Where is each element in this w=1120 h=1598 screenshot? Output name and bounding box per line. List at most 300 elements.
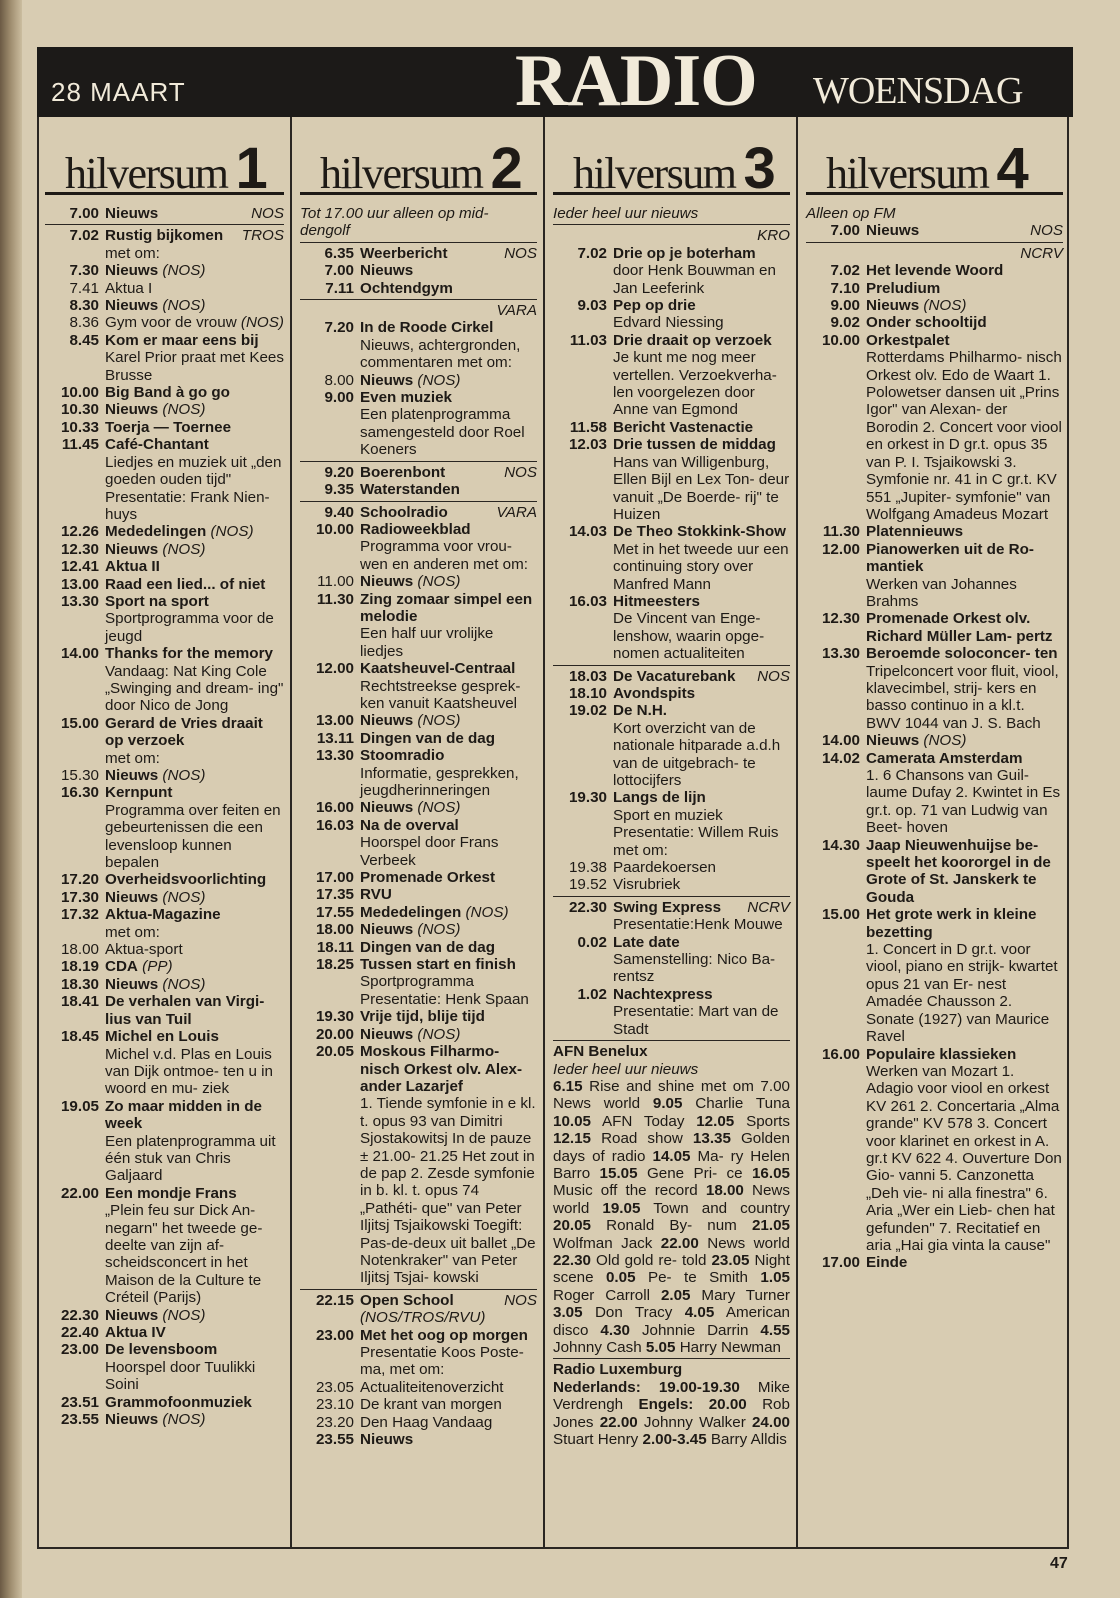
program-entry [45, 993, 284, 1028]
afn-time: 12.15 [553, 1130, 592, 1148]
program-title: Pep op drie [613, 297, 696, 315]
program-content [105, 993, 284, 1028]
program-entry [806, 732, 1063, 749]
program-title: Gerard de Vries draait op verzoek [105, 714, 263, 750]
program-entry [300, 1026, 537, 1043]
program-title: Aktua-sport [105, 941, 183, 959]
program-description: met om: [105, 244, 160, 262]
program-broadcaster: (NOS) [417, 1025, 461, 1043]
program-broadcaster: (NOS) [923, 297, 967, 315]
program-title: Nieuws [360, 799, 414, 817]
program-broadcaster: (NOS) [162, 1411, 206, 1429]
program-broadcaster: (NOS) [465, 903, 509, 921]
program-title: Langs de lijn [613, 789, 706, 807]
broadcaster-tag: NOS [504, 463, 537, 481]
broadcaster-tag: NOS [251, 205, 284, 222]
program-time: 7.11 [325, 279, 354, 297]
program-content [105, 1411, 284, 1428]
program-entry [300, 730, 537, 747]
program-time: 17.35 [315, 886, 354, 904]
program-title: Einde [866, 1254, 908, 1272]
program-content [360, 817, 537, 869]
program-time: 9.03 [577, 297, 607, 315]
afn-time: 10.05 [553, 1112, 592, 1130]
section-heading: AFN Benelux [553, 1043, 648, 1061]
program-time: 16.00 [315, 799, 354, 817]
program-title: De verhalen van Virgi- lius van Tuil [105, 993, 265, 1028]
program-title: Pianowerken uit de Ro- mantiek [866, 540, 1034, 576]
program-entry [300, 280, 537, 297]
header-day: WOENSDAG [813, 70, 1023, 112]
afn-show: Don Tracy [594, 1304, 673, 1322]
divider [553, 896, 790, 897]
program-broadcaster: (NOS) [162, 401, 206, 419]
program-time: 23.05 [315, 1378, 354, 1396]
lux-v2: 20.00 [708, 1396, 747, 1414]
program-title: Big Band à go go [105, 384, 230, 402]
program-content [105, 297, 284, 314]
program-time: 23.55 [315, 1431, 354, 1449]
program-title: Thanks for the memory [105, 645, 273, 663]
afn-time: 4.30 [600, 1321, 630, 1339]
program-entry [300, 504, 537, 521]
program-description: Sportprogramma voor de jeugd [105, 610, 274, 645]
program-title: Nieuws [105, 297, 159, 315]
program-title: Kernpunt [105, 784, 173, 802]
program-list [553, 205, 790, 1448]
broadcaster-tag: NOS [1030, 222, 1063, 240]
afn-show: News world [707, 1234, 790, 1252]
program-content [105, 1028, 284, 1098]
program-description: Nieuws, achtergronden, commentaren met om: [360, 336, 521, 372]
program-content [360, 921, 537, 938]
program-entry [300, 1327, 537, 1379]
program-entry [45, 384, 284, 401]
section-note: Alleen op FM [806, 205, 896, 222]
program-content [105, 1185, 284, 1307]
lux-t5: Barry Alldis [710, 1431, 787, 1449]
program-description: Werken van Mozart 1. Adagio voor viool en orkest KV 261 2. Concertaria „Alma grande" KV 578 3. Concert voor klarinet en orkest in A. gr.t KV 622 4. Ouverture Don Gio- vanni 5. Canzonetta „Deh vie- ni alla finestra" 6. Aria „Wer ein Lieb- chen hat gefunden" 7. Recitatief en aria „Hai gia vinta la cause" [866, 1062, 1062, 1254]
program-description: Tripelconcert voor fluit, viool, klavecimbel, strij- kers en basso continuo in a kl.t. BWV 1044 van J. S. Bach [866, 662, 1059, 732]
program-title: Schoolradio [360, 503, 448, 521]
program-content [613, 523, 790, 593]
program-description: 1. Tiende symfonie in e kl. t. opus 93 van Dimitri Sjostakowitsj In de pauze ± 21.00- 21.25 Het zout in de pap 2. Zesde symfonie in b. kl. t. opus 74 „Pathéti- que" van Peter Iljitsj Tsjaikowski Toegift: Pas-de-deux uit ballet „De Notenkraker" van Peter Iljitsj Tsjai- kowski [360, 1095, 536, 1287]
program-time: 7.00 [69, 205, 99, 222]
program-entry [45, 1185, 284, 1307]
program-time: 9.00 [830, 297, 860, 315]
program-time: 18.25 [315, 956, 354, 974]
program-time: 11.58 [569, 418, 607, 436]
program-content [613, 702, 790, 789]
program-content [613, 297, 790, 332]
program-entry [45, 436, 284, 523]
program-content [613, 332, 790, 419]
program-time: 13.30 [60, 592, 99, 610]
broadcaster-label: KRO [757, 227, 790, 245]
program-entry [300, 747, 537, 799]
station-name: hilversum [320, 149, 483, 195]
program-entry [806, 314, 1063, 331]
program-entry [300, 1414, 537, 1431]
program-time: 11.00 [317, 573, 354, 591]
program-time: 11.30 [316, 590, 354, 608]
program-entry [45, 280, 284, 297]
program-entry [806, 906, 1063, 1045]
program-entry [806, 750, 1063, 837]
broadcaster-tag: NCRV [747, 898, 790, 916]
program-entry [300, 939, 537, 956]
lux-t3: Johnny Walker [643, 1413, 746, 1431]
program-time: 7.02 [69, 227, 99, 245]
program-time: 8.30 [69, 297, 99, 315]
program-content [866, 1254, 1063, 1271]
afn-show: Charlie Tuna [695, 1095, 790, 1113]
program-entry [553, 593, 790, 663]
program-time: 22.30 [60, 1306, 99, 1324]
section-note: Ieder heel uur nieuws [553, 1060, 699, 1078]
program-content [613, 899, 790, 934]
program-content [360, 1431, 537, 1448]
program-content [105, 314, 284, 331]
program-time: 12.30 [821, 610, 860, 628]
afn-show: Johnnie Darrin [641, 1321, 749, 1339]
program-time: 11.30 [822, 523, 860, 541]
program-title: Open School [360, 1291, 454, 1309]
program-entry [806, 1046, 1063, 1255]
program-content [105, 767, 284, 784]
program-content [105, 941, 284, 958]
program-time: 7.02 [577, 244, 607, 262]
program-entry [45, 297, 284, 314]
program-title: Orkestpalet [866, 331, 950, 349]
broadcaster-label: NCRV [1020, 244, 1063, 262]
program-entry [806, 1254, 1063, 1271]
program-time: 14.02 [821, 749, 860, 767]
program-time: 17.55 [315, 903, 354, 921]
afn-time: 23.05 [711, 1251, 750, 1269]
program-time: 22.30 [568, 898, 607, 916]
program-entry [553, 876, 790, 893]
program-title: Rustig bijkomen [105, 227, 224, 245]
afn-show: Ronald By- num [606, 1217, 737, 1235]
program-entry [45, 558, 284, 575]
program-time: 7.30 [69, 262, 99, 280]
afn-time: 21.05 [751, 1217, 790, 1235]
afn-show: American disco [553, 1304, 790, 1339]
program-entry [300, 591, 537, 661]
program-description: door Henk Bouwman en Jan Leeferink [613, 262, 776, 297]
program-title: Populaire klassieken [866, 1045, 1017, 1063]
program-content [613, 859, 790, 876]
lux-l1: Nederlands: [553, 1378, 641, 1396]
program-title: Drie tussen de middag [613, 436, 776, 454]
program-description: Informatie, gesprekken, jeugdherinneringen [360, 764, 519, 799]
program-entry [300, 1379, 537, 1396]
afn-show: Road show [601, 1130, 683, 1148]
afn-show: Harry Newman [679, 1339, 781, 1356]
program-title: Ochtendgym [360, 279, 453, 297]
program-time: 15.30 [60, 767, 99, 784]
program-title: Waterstanden [360, 481, 460, 499]
program-title: Sport na sport [105, 592, 209, 610]
program-entry [45, 645, 284, 715]
program-entry [300, 1431, 537, 1448]
program-content [866, 297, 1063, 314]
program-time: 23.00 [315, 1326, 354, 1344]
page-fold-shadow [0, 0, 22, 1598]
program-broadcaster: (NOS) [162, 262, 206, 280]
program-description: „Plein feu sur Dick An- negarn" het tweede ge- deelte van zijn af- scheidsconcert in het Maison de la Culture te Créteil (Parijs) [105, 1202, 263, 1307]
program-title: Visrubriek [613, 876, 681, 894]
lux-l2: Engels: [638, 1396, 694, 1414]
program-time: 22.40 [60, 1324, 99, 1341]
program-entry [45, 419, 284, 436]
program-content [360, 245, 537, 262]
program-content [105, 593, 284, 645]
program-title: Aktua IV [105, 1324, 166, 1341]
program-title: Drie op je boterham [613, 244, 756, 262]
program-title: Nieuws [360, 1431, 414, 1449]
program-entry [300, 1292, 537, 1327]
program-content [105, 262, 284, 279]
program-title: De N.H. [613, 702, 668, 720]
program-title: Nieuws [360, 712, 414, 730]
program-entry [300, 1043, 537, 1287]
program-content [360, 280, 537, 297]
program-content [613, 986, 790, 1038]
program-content [360, 504, 537, 521]
program-content [105, 1307, 284, 1324]
program-entry [300, 799, 537, 816]
program-title: Preludium [866, 279, 941, 297]
program-title: Paardekoersen [613, 859, 717, 877]
program-broadcaster: (NOS) [162, 888, 206, 906]
header-title: RADIO [515, 40, 757, 122]
program-description: Hoorspel door Frans Verbeek [360, 834, 499, 869]
program-title: Nieuws [105, 205, 159, 222]
program-title: Nieuws [105, 401, 159, 419]
column-title [806, 117, 1063, 195]
column-hilversum-4 [796, 117, 1069, 1549]
station-number: 1 [235, 136, 267, 195]
program-content [105, 523, 284, 540]
divider [45, 224, 284, 225]
program-time: 17.32 [60, 906, 99, 924]
program-title: Gym voor de vrouw [105, 314, 237, 332]
program-broadcaster: (NOS) [417, 371, 461, 389]
program-time: 12.00 [315, 660, 354, 678]
program-entry [553, 789, 790, 859]
program-broadcaster: (NOS) [417, 712, 461, 730]
program-content [360, 1043, 537, 1287]
program-entry [806, 222, 1063, 239]
program-time: 12.00 [821, 540, 860, 558]
program-content [360, 1414, 537, 1431]
program-description: met om: [105, 749, 160, 767]
program-entry [45, 227, 284, 262]
program-entry [300, 921, 537, 938]
program-entry [806, 262, 1063, 279]
program-time: 9.35 [324, 481, 354, 499]
program-description: Werken van Johannes Brahms [866, 575, 1017, 610]
program-content [360, 319, 537, 371]
program-title: Nieuws [105, 975, 159, 993]
program-entry [553, 934, 790, 986]
program-description: Je kunt me nog meer vertellen. Verzoekverha- len voorgelezen door Anne van Egmond [613, 349, 777, 419]
program-content [866, 280, 1063, 297]
program-content [105, 436, 284, 523]
program-title: Michel en Louis [105, 1028, 219, 1046]
program-content [105, 384, 284, 401]
program-time: 14.30 [821, 836, 860, 854]
program-description: met om: [105, 923, 160, 941]
program-time: 10.00 [60, 384, 99, 402]
program-title: Grammofoonmuziek [105, 1393, 252, 1411]
divider [553, 1358, 790, 1359]
program-content [105, 889, 284, 906]
program-title: Actualiteitenoverzicht [360, 1378, 504, 1396]
program-title: Nieuws [105, 888, 159, 906]
program-title: Het grote werk in kleine bezetting [866, 906, 1037, 941]
program-entry [806, 541, 1063, 611]
program-time: 19.30 [568, 789, 607, 807]
station-name: hilversum [826, 149, 989, 195]
station-number: 2 [490, 136, 522, 195]
program-content [360, 573, 537, 590]
afn-time: 20.05 [553, 1217, 592, 1235]
afn-time: 19.05 [602, 1199, 641, 1217]
program-time: 18.45 [60, 1028, 99, 1046]
program-time: 8.00 [324, 371, 354, 389]
program-broadcaster: (NOS) [162, 767, 206, 784]
program-entry [300, 245, 537, 262]
program-content [360, 1379, 537, 1396]
program-content [105, 205, 284, 222]
broadcaster-tag: NOS [504, 1291, 537, 1309]
program-time: 18.19 [60, 958, 99, 976]
program-title: De Theo Stokkink-Show [613, 523, 786, 541]
divider [300, 461, 537, 462]
program-entry [45, 1411, 284, 1428]
program-time: 17.00 [315, 869, 354, 887]
program-time: 9.02 [830, 314, 860, 332]
program-description: Sportprogramma Presentatie: Henk Spaan [360, 973, 529, 1008]
column-title [553, 117, 790, 195]
program-content [360, 869, 537, 886]
program-time: 14.00 [821, 732, 860, 750]
program-title: Een mondje Frans [105, 1184, 237, 1202]
program-entry [45, 205, 284, 222]
afn-time: 16.05 [751, 1164, 790, 1182]
program-time: 23.20 [315, 1413, 354, 1431]
program-time: 0.02 [577, 933, 607, 951]
program-entry [45, 593, 284, 645]
program-content [613, 668, 790, 685]
afn-show: Sports [746, 1112, 790, 1130]
program-description: 1. Concert in D gr.t. voor viool, piano en strijk- kwartet opus 21 van Er- nest Amadée Chausson 2. Sonate (1927) van Maurice Ravel [866, 941, 1058, 1046]
program-content [866, 1046, 1063, 1255]
program-content [360, 1327, 537, 1379]
lux-v1: 19.00-19.30 [658, 1378, 740, 1396]
afn-show: Roger Carroll [553, 1286, 651, 1304]
lux-v4: 24.00 [751, 1413, 790, 1431]
program-title: Hitmeesters [613, 592, 700, 610]
program-title: De Vacaturebank [613, 667, 736, 685]
afn-show: Wolfman Jack [553, 1234, 653, 1252]
program-time: 7.10 [830, 279, 860, 297]
afn-time: 5.05 [645, 1339, 676, 1356]
program-entry [45, 906, 284, 941]
program-content [105, 958, 284, 975]
program-entry [45, 976, 284, 993]
program-title: Jaap Nieuwenhuijse be- speelt het koororgel in de Grote of St. Janskerk te Gouda [866, 836, 1051, 906]
afn-time: 1.05 [760, 1269, 790, 1287]
program-time: 20.05 [315, 1043, 354, 1061]
program-content [360, 389, 537, 459]
program-title: Nieuws [866, 297, 920, 315]
program-description: Edvard Niessing [613, 314, 724, 332]
program-description: Vandaag: Nat King Cole „Swinging and dream- ing" door Nico de Jong [105, 662, 284, 715]
page-number: 47 [1050, 1555, 1068, 1572]
column-title [300, 117, 537, 195]
program-title: Aktua II [105, 558, 160, 576]
program-title: Nieuws [360, 921, 414, 939]
program-broadcaster: (NOS) [162, 297, 206, 315]
program-time: 19.38 [568, 859, 607, 877]
program-content [105, 280, 284, 297]
afn-time: 15.05 [599, 1164, 638, 1182]
program-time: 9.40 [324, 503, 354, 521]
program-title: Raad een lied... of niet [105, 575, 266, 593]
program-content [105, 401, 284, 418]
lux-t2: Rob Jones [553, 1396, 790, 1431]
program-entry [45, 523, 284, 540]
program-content [360, 464, 537, 481]
program-broadcaster: (NOS) [417, 921, 461, 939]
program-time: 7.00 [324, 262, 354, 280]
program-description: Programma over feiten en gebeurtenissen die een levensloop kunnen bepalen [105, 801, 281, 872]
program-time: 10.00 [821, 331, 860, 349]
program-content [105, 1394, 284, 1411]
broadcaster-label: VARA [496, 302, 537, 320]
afn-show: Mary Turner [701, 1286, 790, 1304]
broadcaster-tag: NOS [757, 667, 790, 685]
program-content [866, 732, 1063, 749]
program-entry [45, 715, 284, 767]
program-time: 19.30 [315, 1008, 354, 1026]
afn-time: 6.15 [553, 1077, 583, 1095]
divider [553, 665, 790, 666]
station-name: hilversum [573, 149, 736, 195]
program-time: 11.03 [569, 331, 607, 349]
program-entry [300, 1396, 537, 1413]
program-content [360, 712, 537, 729]
program-description: De Vincent van Enge- lenshow, waarin opge- nomen actualiteiten [613, 610, 765, 663]
program-entry [553, 332, 790, 419]
program-time: 13.11 [316, 729, 354, 747]
program-entry [45, 541, 284, 558]
program-description: Sport en muziek Presentatie: Willem Ruis met om: [613, 806, 779, 859]
program-time: 13.30 [821, 645, 860, 663]
program-title: Onder schooltijd [866, 314, 987, 332]
afn-time: 2.05 [660, 1286, 691, 1304]
program-content [360, 956, 537, 1008]
program-entry [45, 262, 284, 279]
program-title: In de Roode Cirkel [360, 319, 494, 337]
program-description: 1. 6 Chansons van Guil- laume Dufay 2. Kwintet in Es gr.t. op. 71 van Ludwig van Beet- hoven [866, 767, 1061, 837]
program-content [105, 715, 284, 767]
afn-show: Music off the record [553, 1182, 698, 1200]
